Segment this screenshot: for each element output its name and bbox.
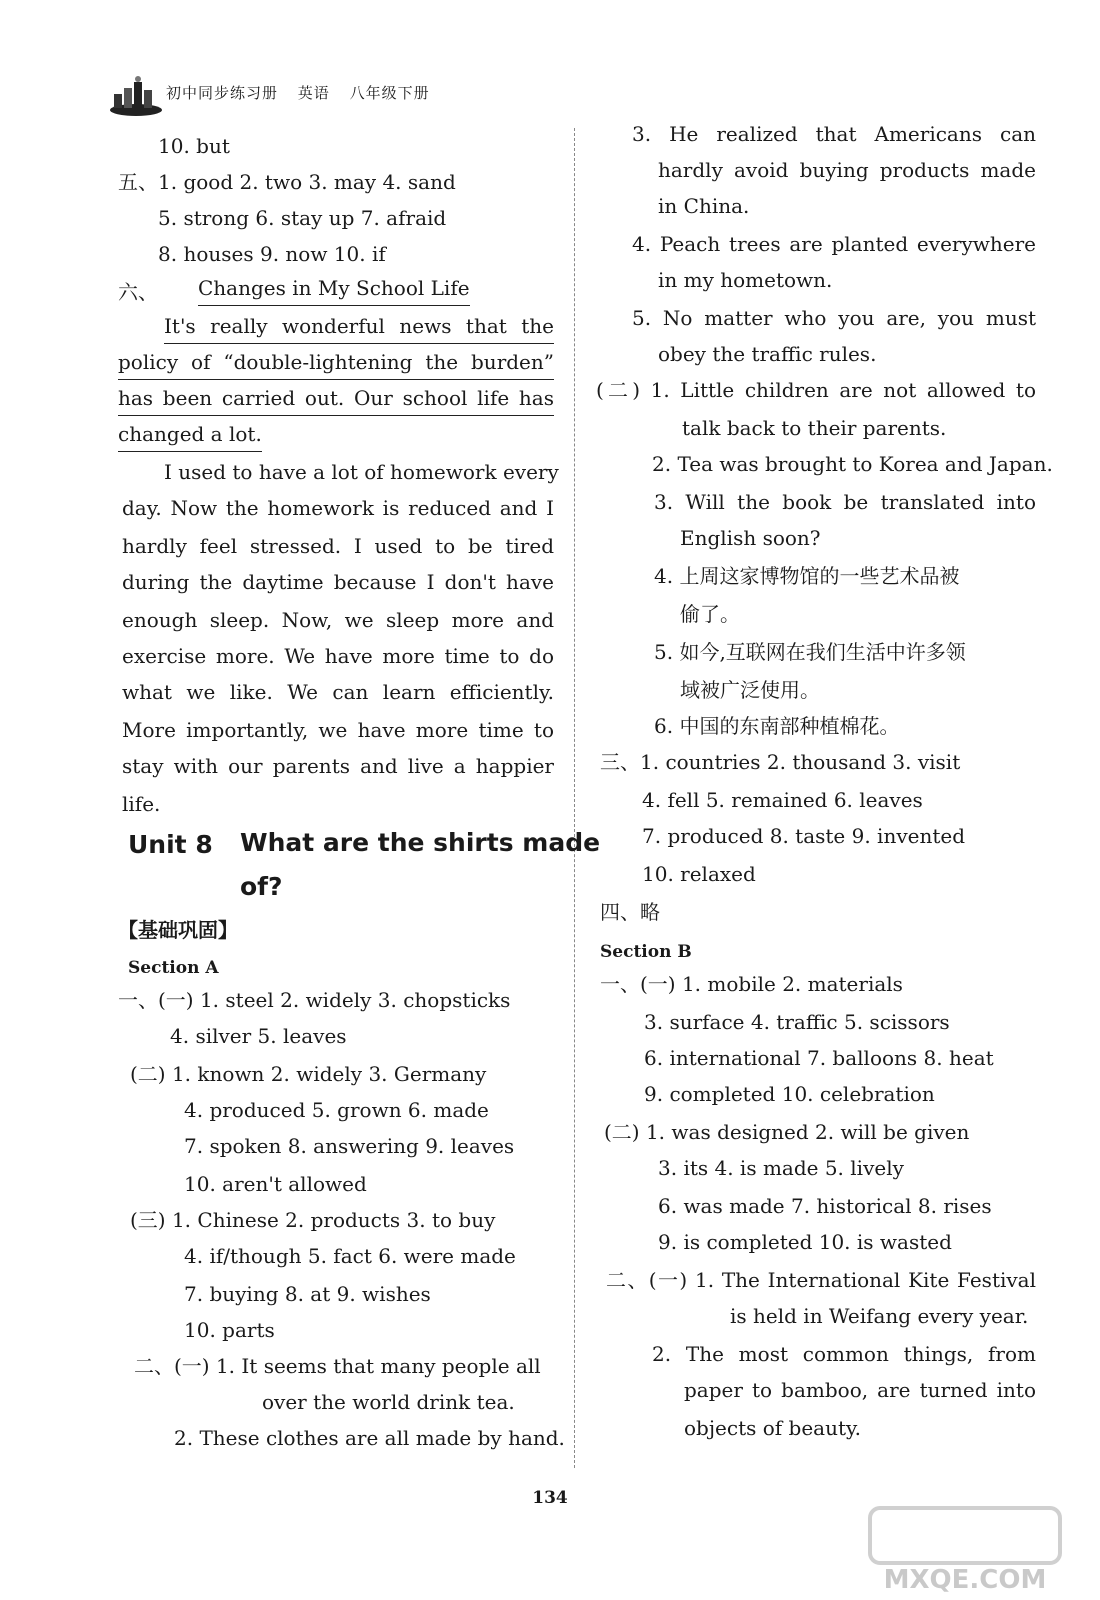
answer-line: Unit 8 [128, 830, 213, 859]
answer-line: 四、略 [600, 900, 660, 924]
answer-line: in China. [658, 194, 750, 218]
answer-line: 10. but [158, 134, 230, 158]
book-logo-icon [108, 74, 164, 118]
answer-line: 6. 中国的东南部种植棉花。 [654, 714, 900, 738]
answer-line: 8. houses 9. now 10. if [158, 242, 386, 266]
answer-line: (二) 1. Little children are not allowed to [596, 378, 1036, 402]
answer-line: 4. fell 5. remained 6. leaves [642, 788, 923, 812]
answer-line: What are the shirts made [240, 828, 601, 857]
answer-line: (三) 1. Chinese 2. products 3. to buy [130, 1208, 496, 1232]
answer-line: 4. if/though 5. fact 6. were made [184, 1244, 516, 1268]
column-divider [574, 128, 575, 1468]
answer-line: 偷了。 [680, 602, 740, 626]
answer-line: 10. aren't allowed [184, 1172, 367, 1196]
answer-line: 3. He realized that Americans can [632, 122, 1036, 146]
header-grade: 八年级下册 [349, 84, 430, 102]
answer-line: 10. relaxed [642, 862, 756, 886]
answer-line: More importantly, we have more time to [122, 718, 554, 742]
answer-line: of? [240, 872, 283, 901]
answer-line: 2. Tea was brought to Korea and Japan. [652, 452, 1053, 476]
answer-line: 6. was made 7. historical 8. rises [658, 1194, 992, 1218]
answer-line: 6. international 7. balloons 8. heat [644, 1046, 994, 1070]
answer-line: 3. its 4. is made 5. lively [658, 1156, 904, 1180]
answer-line: 4. 上周这家博物馆的一些艺术品被 [654, 564, 960, 588]
answer-line: (二) 1. was designed 2. will be given [604, 1120, 970, 1144]
answer-line: hardly avoid buying products made [658, 158, 1036, 182]
answer-line: over the world drink tea. [262, 1390, 515, 1414]
header-book: 初中同步练习册 [166, 84, 279, 102]
answer-line: 5. No matter who you are, you must [632, 306, 1036, 330]
answer-line: exercise more. We have more time to do [122, 644, 554, 668]
answer-line: 7. buying 8. at 9. wishes [184, 1282, 431, 1306]
answer-line: policy of “double-lightening the burden” [118, 346, 554, 380]
answer-line: English soon? [680, 526, 821, 550]
page-number: 134 [532, 1488, 568, 1508]
answer-line: enough sleep. Now, we sleep more and [122, 608, 554, 632]
answer-line: I used to have a lot of homework every [164, 460, 559, 484]
answer-line: paper to bamboo, are turned into [684, 1378, 1036, 1402]
answer-line: 10. parts [184, 1318, 275, 1342]
answer-line: hardly feel stressed. I used to be tired [122, 534, 554, 558]
answer-line: in my hometown. [658, 268, 833, 292]
answer-line: what we like. We can learn efficiently. [122, 680, 554, 704]
answer-line: Section B [600, 942, 692, 962]
answer-line: obey the traffic rules. [658, 342, 877, 366]
answer-line: has been carried out. Our school life has [118, 382, 554, 416]
answer-line: 4. Peach trees are planted everywhere [632, 232, 1036, 256]
answer-line: Changes in My School Life [198, 272, 470, 306]
answer-line: 二、(一) 1. It seems that many people all [134, 1354, 541, 1378]
answer-line: 7. spoken 8. answering 9. leaves [184, 1134, 515, 1158]
watermark-logo [860, 1500, 1070, 1595]
answer-line: day. Now the homework is reduced and I [122, 496, 554, 520]
answer-line: Section A [128, 958, 219, 978]
answer-line: talk back to their parents. [682, 416, 947, 440]
answer-line: 2. These clothes are all made by hand. [174, 1426, 565, 1450]
answer-line: 一、(一) 1. steel 2. widely 3. chopsticks [118, 988, 511, 1012]
answer-line: changed a lot. [118, 418, 262, 452]
answer-line: 7. produced 8. taste 9. invented [642, 824, 966, 848]
answer-line: 五、1. good 2. two 3. may 4. sand [118, 170, 456, 194]
answer-line: 5. 如今,互联网在我们生活中许多领 [654, 640, 966, 664]
answer-line: objects of beauty. [684, 1416, 862, 1440]
header-title [166, 82, 444, 103]
page-header [108, 74, 488, 118]
answer-line: stay with our parents and live a happier [122, 754, 554, 778]
answer-line: life. [122, 792, 161, 816]
answer-line: 三、1. countries 2. thousand 3. visit [600, 750, 961, 774]
answer-line: 9. completed 10. celebration [644, 1082, 935, 1106]
answer-line: It's really wonderful news that the [164, 310, 554, 344]
answer-line: 3. surface 4. traffic 5. scissors [644, 1010, 950, 1034]
answer-line: 六、 [118, 280, 158, 304]
answer-line: 9. is completed 10. is wasted [658, 1230, 952, 1254]
answer-line: 一、(一) 1. mobile 2. materials [600, 972, 903, 996]
watermark-text: MXQE.COM [883, 1565, 1047, 1595]
answer-line: is held in Weifang every year. [730, 1304, 1029, 1328]
answer-line: 2. The most common things, from [652, 1342, 1036, 1366]
answer-line: during the daytime because I don't have [122, 570, 554, 594]
answer-line: 【基础巩固】 [118, 918, 238, 942]
answer-line: 域被广泛使用。 [680, 678, 820, 702]
answer-line: 3. Will the book be translated into [654, 490, 1036, 514]
answer-line: 4. silver 5. leaves [170, 1024, 347, 1048]
answer-line: (二) 1. known 2. widely 3. Germany [130, 1062, 487, 1086]
header-subject: 英语 [297, 84, 330, 102]
answer-line: 5. strong 6. stay up 7. afraid [158, 206, 447, 230]
answer-line: 二、(一) 1. The International Kite Festival [606, 1268, 1036, 1292]
answer-line: 4. produced 5. grown 6. made [184, 1098, 489, 1122]
